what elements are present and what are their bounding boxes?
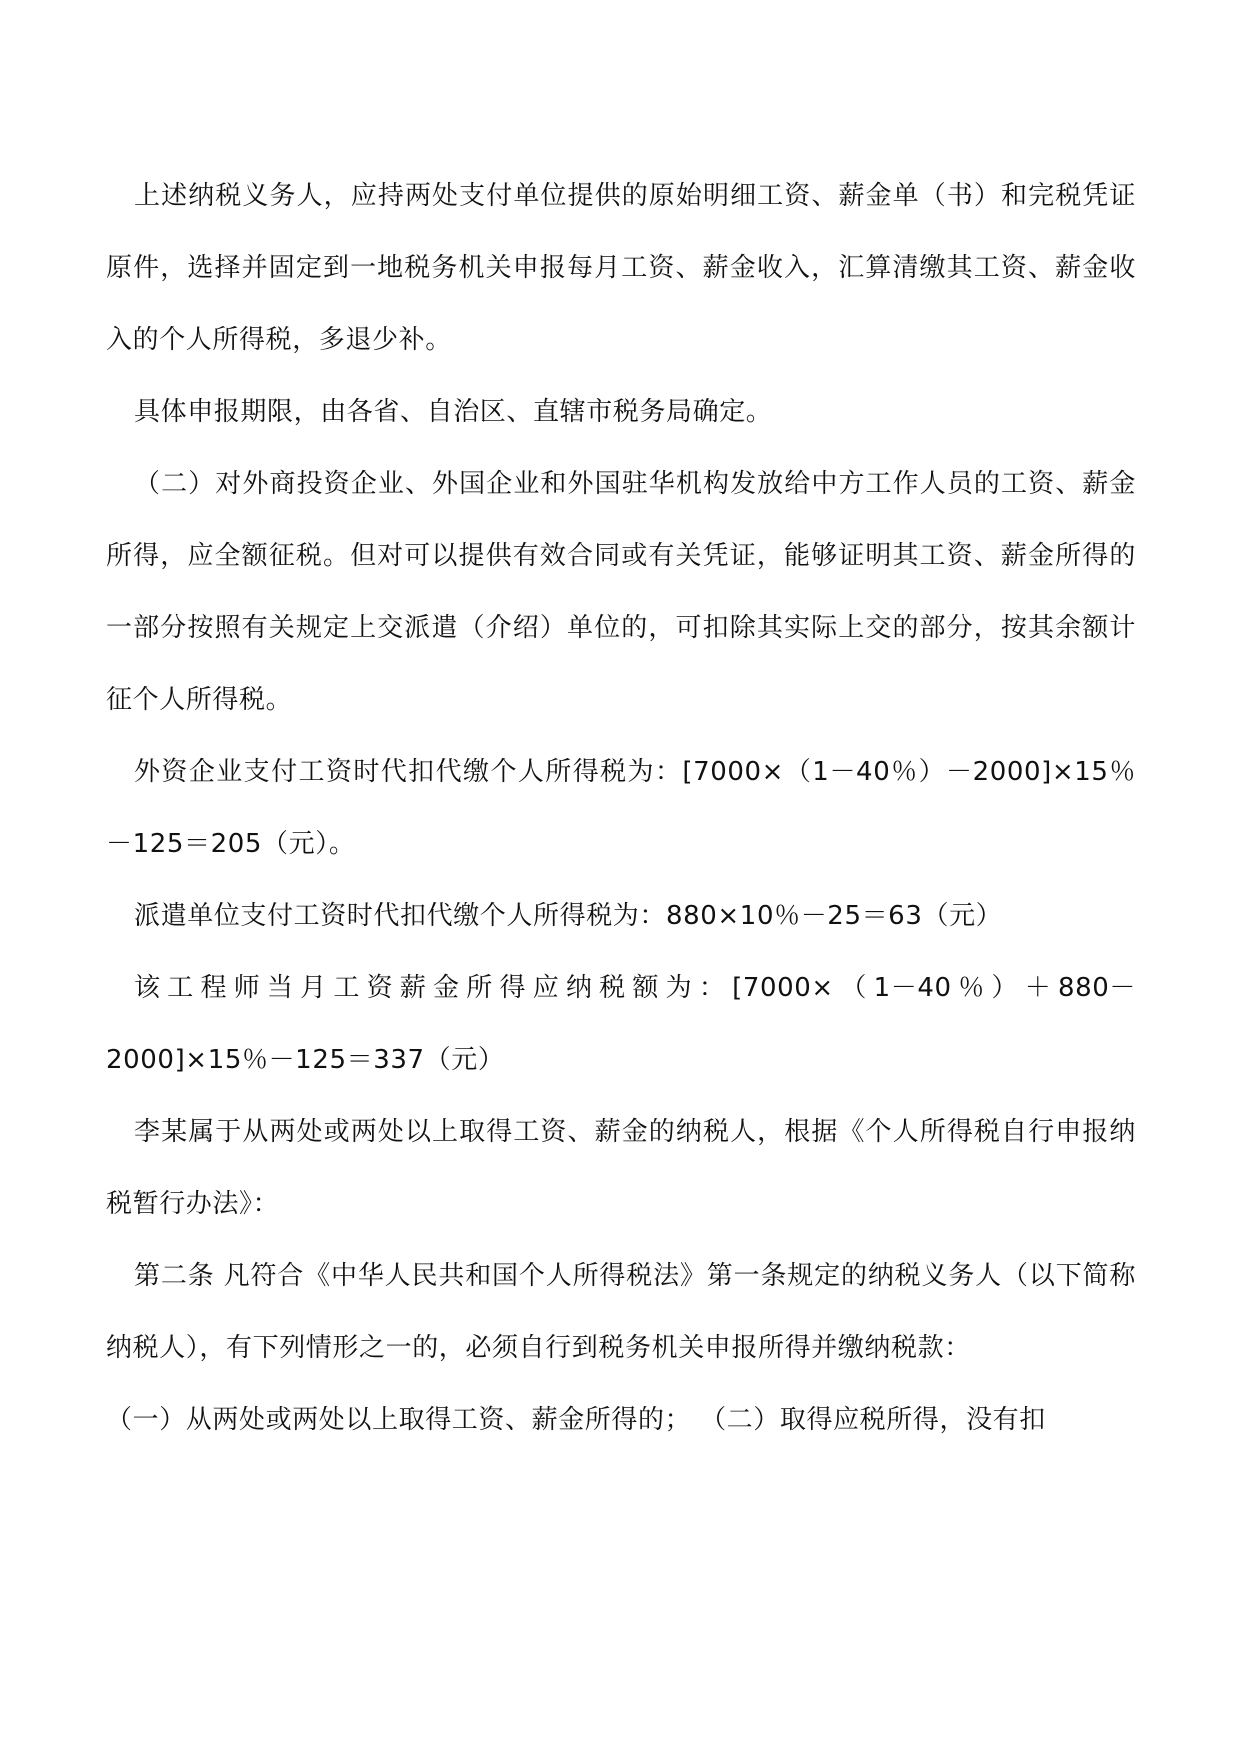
paragraph-9: （一）从两处或两处以上取得工资、薪金所得的； （二）取得应税所得，没有扣 bbox=[106, 1405, 1046, 1435]
paragraph-4: 外资企业支付工资时代扣代缴个人所得税为：[7000×（1－40％）－2000]×15％－125＝205（元）。 bbox=[106, 757, 1136, 859]
paragraph-3: （二）对外商投资企业、外国企业和外国驻华机构发放给中方工作人员的工资、薪金所得，应全额征税。但对可以提供有效合同或有关凭证，能够证明其工资、薪金所得的一部分按照有关规定上交派遣（介绍）单位的，可扣除其实际上交的部分，按其余额计征个人所得税。 bbox=[106, 469, 1136, 715]
document-body bbox=[106, 160, 1136, 1456]
paragraph-2: 具体申报期限，由各省、自治区、直辖市税务局确定。 bbox=[134, 397, 773, 427]
paragraph-8: 第二条 凡符合《中华人民共和国个人所得税法》第一条规定的纳税义务人（以下简称纳税人），有下列情形之一的，必须自行到税务机关申报所得并缴纳税款： bbox=[106, 1261, 1136, 1363]
paragraph-7: 李某属于从两处或两处以上取得工资、薪金的纳税人，根据《个人所得税自行申报纳税暂行办法》： bbox=[106, 1117, 1136, 1219]
paragraph-6: 该工程师当月工资薪金所得应纳税额为：[7000×（1－40％）＋880－2000]×15％－125＝337（元） bbox=[106, 973, 1136, 1075]
paragraph-1: 上述纳税义务人，应持两处支付单位提供的原始明细工资、薪金单（书）和完税凭证原件，选择并固定到一地税务机关申报每月工资、薪金收入，汇算清缴其工资、薪金收入的个人所得税，多退少补。 bbox=[106, 181, 1136, 355]
paragraph-5: 派遣单位支付工资时代扣代缴个人所得税为：880×10％－25＝63（元） bbox=[134, 901, 1003, 931]
